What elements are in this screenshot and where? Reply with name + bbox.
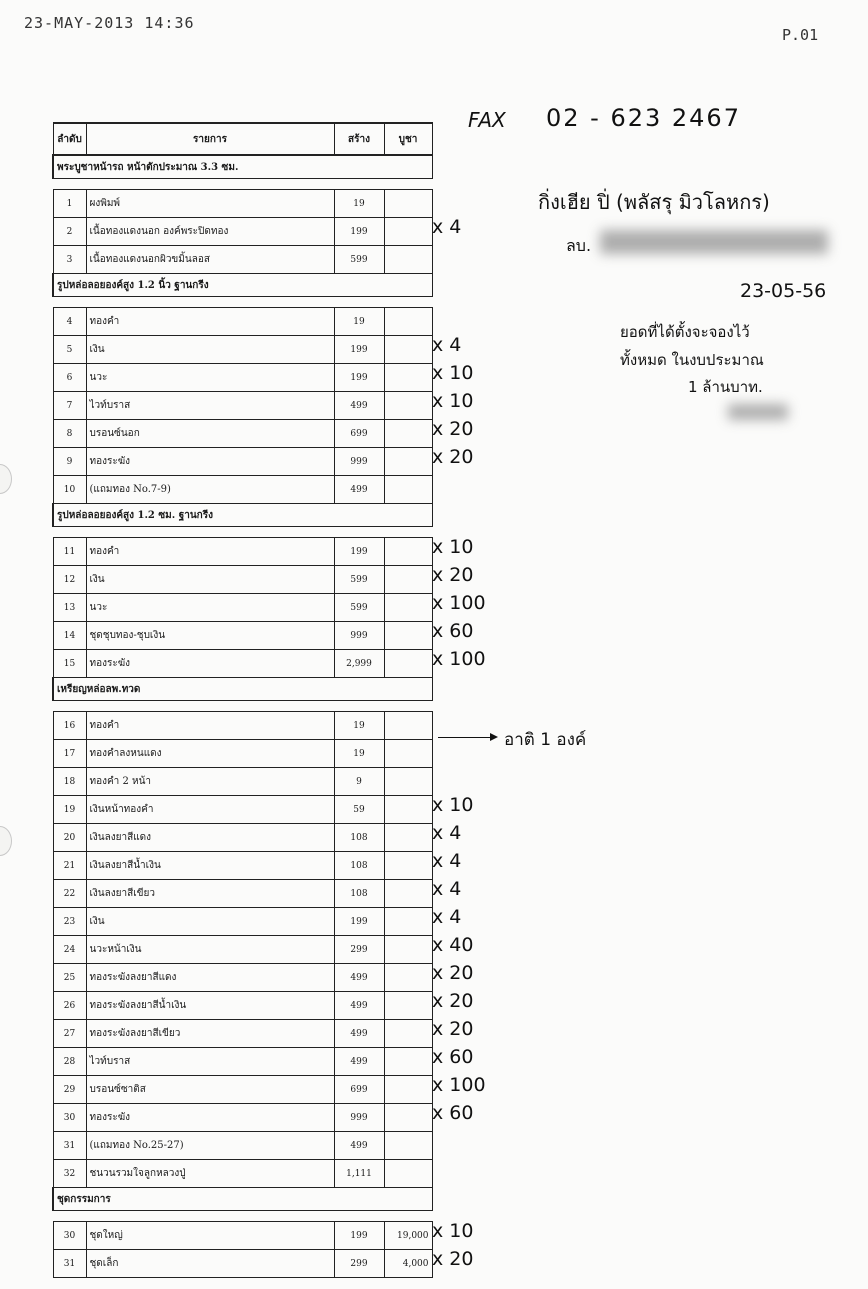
row-number: 30: [53, 1222, 86, 1250]
handwritten-date: 23-05-56: [740, 280, 827, 302]
table-row: [53, 852, 432, 880]
row-price: 599: [334, 566, 384, 594]
row-vote: [384, 992, 432, 1020]
table-row: [53, 190, 432, 218]
row-price: 199: [334, 538, 384, 566]
row-price: 108: [334, 824, 384, 852]
handwritten-recipient: กิ่งเฮีย ปิ่ (พลัสรุ มิวโลหกร): [538, 190, 770, 214]
row-price: 499: [334, 476, 384, 504]
row-vote: [384, 824, 432, 852]
row-item-name: ไวท์บราส: [86, 392, 334, 420]
row-vote: [384, 1048, 432, 1076]
row-number: 16: [53, 712, 86, 740]
table-row: [53, 1160, 432, 1188]
section-spacer: [53, 701, 432, 712]
handwritten-quantity: x 60: [432, 1101, 474, 1124]
row-item-name: เงิน: [86, 566, 334, 594]
table-row: [53, 218, 432, 246]
section-title: ชุดกรรมการ: [53, 1188, 432, 1211]
row-price: 108: [334, 880, 384, 908]
row-number: 32: [53, 1160, 86, 1188]
row-vote: [384, 538, 432, 566]
handwritten-quantity: x 10: [432, 1219, 474, 1242]
handwritten-quantity: x 100: [432, 591, 486, 614]
row-number: 24: [53, 936, 86, 964]
row-item-name: นวะ: [86, 594, 334, 622]
row-vote: [384, 246, 432, 274]
handwritten-arrow-note: อาติ 1 องค์: [504, 730, 587, 750]
row-price: 599: [334, 246, 384, 274]
table-row: [53, 712, 432, 740]
table-row: [53, 1048, 432, 1076]
row-vote: [384, 796, 432, 824]
row-number: 23: [53, 908, 86, 936]
row-vote: [384, 964, 432, 992]
table-row: [53, 650, 432, 678]
row-item-name: ทองระฆังลงยาสีแดง: [86, 964, 334, 992]
row-number: 26: [53, 992, 86, 1020]
spacer-cell: [53, 701, 432, 712]
table-row: [53, 364, 432, 392]
header-price: สร้าง: [334, 123, 384, 155]
row-number: 17: [53, 740, 86, 768]
row-price: 499: [334, 1132, 384, 1160]
redacted-signature-blur: [728, 404, 788, 420]
table-row: [53, 336, 432, 364]
redacted-contact-blur: [600, 230, 828, 254]
row-number: 31: [53, 1132, 86, 1160]
row-item-name: ทองระฆัง: [86, 650, 334, 678]
section-title: พระบูชาหน้ารถ หน้าตักประมาณ 3.3 ซม.: [53, 155, 432, 179]
handwritten-quantity: x 60: [432, 1045, 474, 1068]
row-price: 299: [334, 1250, 384, 1278]
handwritten-quantity: x 20: [432, 445, 474, 468]
row-vote: [384, 308, 432, 336]
row-item-name: เงินลงยาสีน้ำเงิน: [86, 852, 334, 880]
price-list-table: [52, 122, 433, 1278]
section-title: รูปหล่อลอยองค์สูง 1.2 นิ้ว ฐานกรีง: [53, 274, 432, 297]
table-row: [53, 908, 432, 936]
handwritten-quantity: x 20: [432, 1017, 474, 1040]
handwritten-note-line-1: ยอดที่ได้ตั้งจะจองไว้: [620, 323, 750, 341]
row-vote: [384, 392, 432, 420]
handwritten-quantity: x 10: [432, 793, 474, 816]
row-price: 199: [334, 218, 384, 246]
row-vote: [384, 908, 432, 936]
row-price: 499: [334, 1020, 384, 1048]
row-item-name: บรอนซ์ซาติส: [86, 1076, 334, 1104]
row-price: 199: [334, 336, 384, 364]
row-price: 19: [334, 308, 384, 336]
handwritten-quantity: x 20: [432, 961, 474, 984]
row-vote: [384, 936, 432, 964]
row-price: 19: [334, 190, 384, 218]
row-number: 21: [53, 852, 86, 880]
section-row: [53, 1188, 432, 1211]
section-spacer: [53, 527, 432, 538]
section-spacer: [53, 1211, 432, 1222]
row-number: 10: [53, 476, 86, 504]
row-item-name: ผงพิมพ์: [86, 190, 334, 218]
handwritten-quantity: x 4: [432, 905, 462, 928]
row-vote: [384, 364, 432, 392]
handwritten-quantity: x 4: [432, 849, 462, 872]
row-item-name: บรอนซ์นอก: [86, 420, 334, 448]
table-body: [53, 155, 432, 1278]
handwritten-fax-number: 02 - 623 2467: [546, 104, 741, 132]
row-price: 199: [334, 908, 384, 936]
row-vote: [384, 1132, 432, 1160]
header-vote: บูชา: [384, 123, 432, 155]
row-vote: [384, 190, 432, 218]
row-vote: [384, 1104, 432, 1132]
handwritten-quantity: x 40: [432, 933, 474, 956]
section-spacer: [53, 179, 432, 190]
row-price: 499: [334, 964, 384, 992]
handwritten-quantity: x 60: [432, 619, 474, 642]
table-row: [53, 796, 432, 824]
row-item-name: เนื้อทองแดงนอก องค์พระปิดทอง: [86, 218, 334, 246]
row-number: 29: [53, 1076, 86, 1104]
handwritten-quantity: x 10: [432, 389, 474, 412]
handwritten-note-line-3: 1 ล้านบาท.: [688, 378, 763, 396]
row-number: 14: [53, 622, 86, 650]
section-row: [53, 155, 432, 179]
row-item-name: ทองคำ: [86, 712, 334, 740]
row-number: 8: [53, 420, 86, 448]
table-row: [53, 594, 432, 622]
row-price: 19: [334, 740, 384, 768]
spacer-cell: [53, 527, 432, 538]
row-vote: [384, 1020, 432, 1048]
row-vote: [384, 566, 432, 594]
row-vote: [384, 650, 432, 678]
row-number: 31: [53, 1250, 86, 1278]
table-row: [53, 936, 432, 964]
row-number: 13: [53, 594, 86, 622]
row-item-name: (แถมทอง No.25-27): [86, 1132, 334, 1160]
row-item-name: (แถมทอง No.7-9): [86, 476, 334, 504]
table-row: [53, 740, 432, 768]
row-number: 11: [53, 538, 86, 566]
spacer-cell: [53, 179, 432, 190]
row-item-name: ชุดชุบทอง-ชุบเงิน: [86, 622, 334, 650]
row-item-name: เนื้อทองแดงนอกผิวขมิ้นลอส: [86, 246, 334, 274]
row-number: 7: [53, 392, 86, 420]
header-number: ลำดับ: [53, 123, 86, 155]
row-vote: [384, 1160, 432, 1188]
handwritten-quantity: x 20: [432, 563, 474, 586]
row-price: 299: [334, 936, 384, 964]
handwritten-quantity: x 4: [432, 821, 462, 844]
handwritten-quantity: x 100: [432, 647, 486, 670]
row-price: 599: [334, 594, 384, 622]
page-number: P.01: [782, 26, 819, 44]
row-vote: [384, 852, 432, 880]
row-item-name: ทองระฆัง: [86, 448, 334, 476]
handwritten-quantity: x 100: [432, 1073, 486, 1096]
row-item-name: ทองคำ: [86, 308, 334, 336]
table-row: [53, 768, 432, 796]
row-number: 4: [53, 308, 86, 336]
table-row: [53, 448, 432, 476]
handwritten-note-line-2: ทั้งหมด ในงบประมาณ: [620, 351, 764, 369]
row-item-name: ทองระฆังลงยาสีเขียว: [86, 1020, 334, 1048]
row-item-name: เงินลงยาสีแดง: [86, 824, 334, 852]
row-price: 199: [334, 1222, 384, 1250]
row-number: 18: [53, 768, 86, 796]
table-row: [53, 420, 432, 448]
punch-hole: [0, 464, 12, 494]
row-number: 1: [53, 190, 86, 218]
row-vote: [384, 768, 432, 796]
handwritten-quantity: x 4: [432, 333, 462, 356]
section-row: [53, 504, 432, 527]
row-price: 19: [334, 712, 384, 740]
row-number: 19: [53, 796, 86, 824]
handwritten-quantity: x 10: [432, 361, 474, 384]
table-row: [53, 880, 432, 908]
table-row: [53, 566, 432, 594]
row-item-name: เงิน: [86, 908, 334, 936]
row-item-name: ทองคำ 2 หน้า: [86, 768, 334, 796]
row-vote: [384, 880, 432, 908]
row-number: 15: [53, 650, 86, 678]
table-row: [53, 1104, 432, 1132]
table-row: [53, 1132, 432, 1160]
row-vote: [384, 218, 432, 246]
handwritten-quantity: x 20: [432, 1247, 474, 1270]
table-row: [53, 824, 432, 852]
table-row: [53, 622, 432, 650]
table-header-row: [53, 123, 432, 155]
row-item-name: ชุดเล็ก: [86, 1250, 334, 1278]
row-item-name: ทองระฆังลงยาสีน้ำเงิน: [86, 992, 334, 1020]
row-item-name: ทองคำลงหนแดง: [86, 740, 334, 768]
row-price: 499: [334, 392, 384, 420]
handwritten-quantity: x 20: [432, 417, 474, 440]
row-number: 20: [53, 824, 86, 852]
row-item-name: เงิน: [86, 336, 334, 364]
table-row: [53, 1020, 432, 1048]
row-vote: [384, 622, 432, 650]
row-price: 499: [334, 992, 384, 1020]
row-number: 28: [53, 1048, 86, 1076]
row-vote: [384, 420, 432, 448]
table-row: [53, 1250, 432, 1278]
table-row: [53, 538, 432, 566]
handwritten-quantity: x 20: [432, 989, 474, 1012]
row-item-name: นวะ: [86, 364, 334, 392]
row-number: 27: [53, 1020, 86, 1048]
row-vote: 19,000: [384, 1222, 432, 1250]
row-item-name: ทองระฆัง: [86, 1104, 334, 1132]
row-price: 699: [334, 1076, 384, 1104]
row-vote: [384, 448, 432, 476]
handwritten-quantity: x 4: [432, 215, 462, 238]
row-item-name: ชุดใหญ่: [86, 1222, 334, 1250]
row-price: 59: [334, 796, 384, 824]
section-title: รูปหล่อลอยองค์สูง 1.2 ซม. ฐานกรีง: [53, 504, 432, 527]
row-vote: [384, 712, 432, 740]
row-vote: [384, 476, 432, 504]
section-row: [53, 678, 432, 701]
handwritten-quantity: x 10: [432, 535, 474, 558]
row-item-name: ทองคำ: [86, 538, 334, 566]
row-price: 2,999: [334, 650, 384, 678]
row-price: 199: [334, 364, 384, 392]
row-price: 108: [334, 852, 384, 880]
row-vote: [384, 1076, 432, 1104]
row-vote: [384, 594, 432, 622]
row-item-name: ไวท์บราส: [86, 1048, 334, 1076]
table-row: [53, 992, 432, 1020]
table-row: [53, 308, 432, 336]
row-price: 9: [334, 768, 384, 796]
row-vote: [384, 740, 432, 768]
header-item: รายการ: [86, 123, 334, 155]
spacer-cell: [53, 297, 432, 308]
row-price: 699: [334, 420, 384, 448]
row-vote: 4,000: [384, 1250, 432, 1278]
row-number: 3: [53, 246, 86, 274]
row-item-name: เงินหน้าทองคำ: [86, 796, 334, 824]
section-row: [53, 274, 432, 297]
row-price: 1,111: [334, 1160, 384, 1188]
row-number: 2: [53, 218, 86, 246]
row-number: 22: [53, 880, 86, 908]
fax-transmission-header: 23-MAY-2013 14:36: [24, 14, 195, 32]
row-price: 999: [334, 622, 384, 650]
section-title: เหรียญหล่อลพ.ทวด: [53, 678, 432, 701]
handwritten-fax-label: FAX: [468, 108, 506, 132]
table-row: [53, 476, 432, 504]
row-price: 499: [334, 1048, 384, 1076]
table-row: [53, 392, 432, 420]
row-number: 30: [53, 1104, 86, 1132]
row-number: 6: [53, 364, 86, 392]
table-row: [53, 1076, 432, 1104]
row-price: 999: [334, 1104, 384, 1132]
row-item-name: นวะหน้าเงิน: [86, 936, 334, 964]
table-row: [53, 1222, 432, 1250]
row-number: 9: [53, 448, 86, 476]
row-number: 5: [53, 336, 86, 364]
row-item-name: เงินลงยาสีเขียว: [86, 880, 334, 908]
row-vote: [384, 336, 432, 364]
section-spacer: [53, 297, 432, 308]
spacer-cell: [53, 1211, 432, 1222]
handwritten-recipient-prefix: ลบ.: [566, 236, 592, 255]
punch-hole: [0, 826, 12, 856]
row-item-name: ชนวนรวมใจลูกหลวงปู่: [86, 1160, 334, 1188]
row-price: 999: [334, 448, 384, 476]
handwritten-arrow: [438, 737, 496, 738]
table-row: [53, 964, 432, 992]
handwritten-quantity: x 4: [432, 877, 462, 900]
table-row: [53, 246, 432, 274]
row-number: 25: [53, 964, 86, 992]
row-number: 12: [53, 566, 86, 594]
